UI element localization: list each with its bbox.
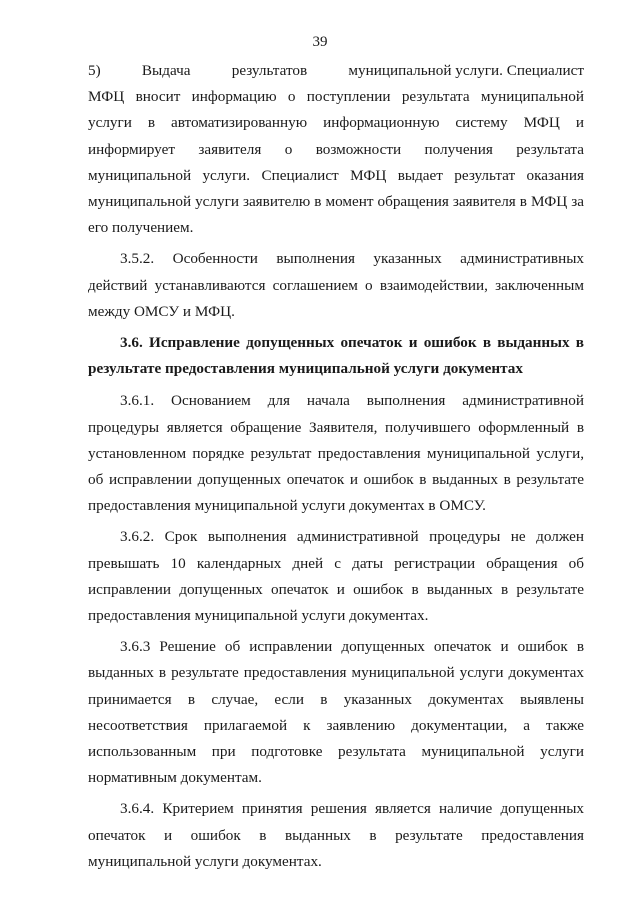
paragraph-3-5-2: 3.5.2. Особенности выполнения указанных административных действий устанавливаются соглашением о взаимодействии, заключенным между ОМСУ и МФЦ. <box>88 250 584 320</box>
item-5-text: МФЦ вносит информацию о поступлении результата муниципальной услуги в автоматизированную информационную систему МФЦ и информирует заявителя о возможности получения результата муниципальной услуги. Специалист МФЦ выдает результат оказания муниципальной услуги заявителю в момент обращения заявителя в МФЦ за его получением. <box>88 88 584 237</box>
item-5-word-1: Выдача <box>141 62 191 79</box>
paragraph-3-6-3: 3.6.3 Решение об исправлении допущенных опечаток и ошибок в выданных в результате предоставления муниципальной услуги документах принимается в случае, если в указанных документах выявлены несоответствия прилагаемой к заявлению документации, а также использованным при подготовке результата муниципальной услуги нормативным документам. <box>88 638 584 787</box>
paragraph-3-6-1: 3.6.1. Основанием для начала выполнения административной процедуры является обращение Заявителя, получившего оформленный в установленном порядке результат предоставления муниципальной услуги, об исправлении допущенных опечаток и ошибок в выданных в результате предоставления муниципальной услуги документах в ОМСУ. <box>88 392 584 515</box>
section-heading-3-6: 3.6. Исправление допущенных опечаток и ошибок в выданных в результате предоставления муниципальной услуги документах <box>88 334 584 378</box>
document-body <box>88 58 584 880</box>
item-5-line-rest: муниципальной услуги. Специалист <box>348 62 584 79</box>
paragraph-3-6-4: 3.6.4. Критерием принятия решения является наличие допущенных опечаток и ошибок в выданных в результате предоставления муниципальной услуги документах. <box>88 800 584 870</box>
item-5-word-2: результатов <box>231 62 308 79</box>
page-number: 39 <box>312 34 328 50</box>
item-5-number: 5) <box>88 62 101 79</box>
item-5-first-line <box>88 58 584 84</box>
paragraph-3-6-2: 3.6.2. Срок выполнения административной процедуры не должен превышать 10 календарных дней с даты регистрации обращения об исправлении допущенных опечаток и ошибок в выданных в результате предоставления муниципальной услуги документах. <box>88 528 584 625</box>
